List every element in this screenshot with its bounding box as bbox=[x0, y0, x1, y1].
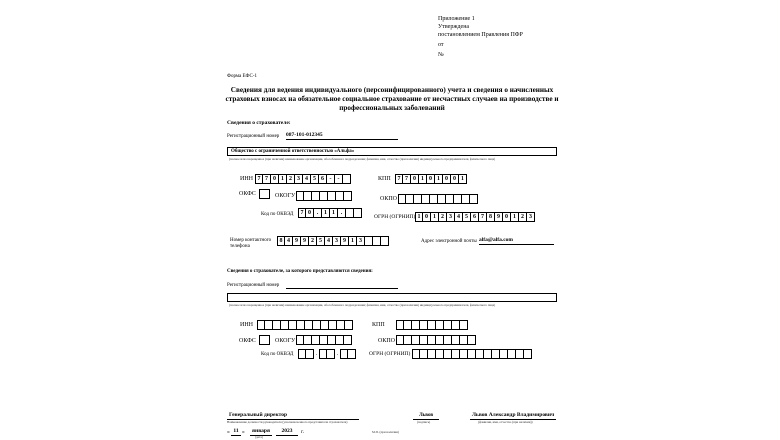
insurer-okogu-cell[interactable] bbox=[296, 191, 304, 201]
reported-okved-cell[interactable] bbox=[340, 349, 348, 359]
reported-ogrn-cell[interactable] bbox=[524, 349, 532, 359]
reported-okogu-cell[interactable] bbox=[328, 335, 336, 345]
reported-okved-label: Код по ОКВЭД bbox=[261, 352, 294, 357]
reported-inn-cell[interactable] bbox=[313, 320, 321, 330]
insurer-phone-cell[interactable]: 9 bbox=[301, 236, 309, 246]
insurer-kpp-cell[interactable]: 0 bbox=[443, 174, 451, 184]
reported-okpo-cell[interactable] bbox=[468, 335, 476, 345]
insurer-ogrn-cell[interactable]: 3 bbox=[447, 212, 455, 222]
insurer-ogrn-cell[interactable]: 0 bbox=[503, 212, 511, 222]
signature-field[interactable]: Львов bbox=[413, 412, 439, 420]
date-month[interactable]: января bbox=[250, 428, 272, 436]
reported-ogrn-cell[interactable] bbox=[468, 349, 476, 359]
reported-okved-cell[interactable] bbox=[319, 349, 327, 359]
insurer-phone-cell[interactable]: 5 bbox=[317, 236, 325, 246]
insurer-ogrn-cell[interactable]: 2 bbox=[439, 212, 447, 222]
insurer-inn-cell[interactable]: 1 bbox=[279, 174, 287, 184]
insurer-inn-cell[interactable]: 7 bbox=[255, 174, 263, 184]
reported-okpo-cell[interactable] bbox=[420, 335, 428, 345]
reported-ogrn-cells[interactable] bbox=[412, 349, 532, 359]
reported-okved-cell[interactable] bbox=[348, 349, 356, 359]
reported-okved-dot: . bbox=[336, 351, 339, 357]
insurer-okved-cell[interactable]: . bbox=[314, 208, 322, 218]
reported-name-field[interactable] bbox=[227, 293, 557, 302]
insurer-ogrn-cell[interactable]: 0 bbox=[423, 212, 431, 222]
reported-okfs-label: ОКФС bbox=[239, 338, 256, 344]
insurer-phone-cell[interactable]: 3 bbox=[357, 236, 365, 246]
signer-fullname-hint: (фамилия, имя, отчество (при наличии)) bbox=[478, 420, 533, 424]
reported-okved-dot: . bbox=[315, 351, 318, 357]
reported-okogu-cells[interactable] bbox=[296, 335, 352, 345]
insurer-phone-cell[interactable]: 8 bbox=[277, 236, 285, 246]
reported-okpo-cell[interactable] bbox=[396, 335, 404, 345]
reported-inn-cell[interactable] bbox=[321, 320, 329, 330]
form-name: Форма ЕФС-1 bbox=[227, 74, 257, 79]
reported-okfs-cell[interactable] bbox=[259, 335, 270, 345]
insurer-okpo-label: ОКПО bbox=[380, 196, 398, 202]
insurer-okogu-cell[interactable] bbox=[320, 191, 328, 201]
reported-ogrn-cell[interactable] bbox=[452, 349, 460, 359]
insurer-ogrn-cell[interactable]: 4 bbox=[455, 212, 463, 222]
insurer-okved-label: Код по ОКВЭД bbox=[261, 212, 294, 217]
reported-kpp-cell[interactable] bbox=[396, 320, 404, 330]
date-hint: (дата) bbox=[255, 435, 263, 439]
insurer-inn-cells[interactable] bbox=[255, 174, 351, 184]
reported-ogrn-cell[interactable] bbox=[444, 349, 452, 359]
reported-ogrn-cell[interactable] bbox=[476, 349, 484, 359]
insurer-email-label: Адрес электронной почты bbox=[421, 239, 477, 244]
insurer-reg-label: Регистрационный номер bbox=[227, 134, 280, 139]
reported-ogrn-cell[interactable] bbox=[412, 349, 420, 359]
insurer-kpp-cell[interactable]: 0 bbox=[451, 174, 459, 184]
reported-kpp-cell[interactable] bbox=[420, 320, 428, 330]
insurer-kpp-cell[interactable]: 1 bbox=[459, 174, 467, 184]
signer-position-hint: Наименование должности руководителя (уполномоченного представителя страхователя) bbox=[227, 420, 348, 424]
insurer-phone-cell[interactable]: 4 bbox=[285, 236, 293, 246]
insurer-okpo-cell[interactable] bbox=[470, 194, 478, 204]
insurer-okved-cell[interactable]: 1 bbox=[322, 208, 330, 218]
reported-kpp-cell[interactable] bbox=[452, 320, 460, 330]
reported-okogu-cell[interactable] bbox=[320, 335, 328, 345]
reported-kpp-cells[interactable] bbox=[396, 320, 468, 330]
insurer-inn-cell[interactable]: 6 bbox=[319, 174, 327, 184]
insurer-ogrn-cell[interactable]: 1 bbox=[415, 212, 423, 222]
reported-inn-cell[interactable] bbox=[345, 320, 353, 330]
reported-okpo-cell[interactable] bbox=[436, 335, 444, 345]
reported-inn-cell[interactable] bbox=[297, 320, 305, 330]
signer-position[interactable]: Генеральный директор bbox=[227, 412, 359, 420]
reported-okogu-label: ОКОГУ bbox=[275, 338, 296, 344]
insurer-phone-cell[interactable]: 9 bbox=[341, 236, 349, 246]
reported-inn-cells[interactable] bbox=[257, 320, 353, 330]
reported-inn-cell[interactable] bbox=[257, 320, 265, 330]
reported-okpo-cells[interactable] bbox=[396, 335, 476, 345]
insurer-ogrn-cell[interactable]: 1 bbox=[511, 212, 519, 222]
insurer-ogrn-cell[interactable]: 2 bbox=[519, 212, 527, 222]
insurer-inn-label: ИНН bbox=[240, 176, 253, 182]
insurer-kpp-cell[interactable]: 1 bbox=[435, 174, 443, 184]
reported-kpp-cell[interactable] bbox=[412, 320, 420, 330]
insurer-inn-cell[interactable]: 3 bbox=[295, 174, 303, 184]
insurer-ogrn-cell[interactable]: 1 bbox=[431, 212, 439, 222]
insurer-ogrn-cell[interactable]: 3 bbox=[527, 212, 535, 222]
stamp-hint: М.П. (при наличии) bbox=[372, 430, 399, 434]
reported-okpo-cell[interactable] bbox=[412, 335, 420, 345]
reported-ogrn-cell[interactable] bbox=[436, 349, 444, 359]
insurer-kpp-cell[interactable]: 7 bbox=[395, 174, 403, 184]
reported-ogrn-cell[interactable] bbox=[428, 349, 436, 359]
reported-okogu-cell[interactable] bbox=[344, 335, 352, 345]
date-day[interactable]: 11 bbox=[231, 428, 241, 436]
insurer-okved-cells[interactable] bbox=[298, 208, 362, 218]
reported-okpo-cell[interactable] bbox=[404, 335, 412, 345]
reported-okogu-cell[interactable] bbox=[336, 335, 344, 345]
date-quote-open: « bbox=[227, 429, 230, 435]
approved-label: Утверждена bbox=[438, 24, 470, 30]
insurer-inn-cell[interactable]: - bbox=[327, 174, 335, 184]
insurer-okved-cell[interactable] bbox=[354, 208, 362, 218]
insurer-phone-cell[interactable] bbox=[373, 236, 381, 246]
insurer-okpo-cell[interactable] bbox=[438, 194, 446, 204]
insurer-kpp-cell[interactable]: 7 bbox=[403, 174, 411, 184]
insurer-okved-cell[interactable]: 1 bbox=[330, 208, 338, 218]
reported-okved-cell[interactable] bbox=[327, 349, 335, 359]
insurer-reg-field[interactable]: 087-101-012345 bbox=[286, 132, 398, 140]
insurer-phone-cell[interactable]: 3 bbox=[333, 236, 341, 246]
reported-ogrn-label: ОГРН (ОГРНИП) bbox=[369, 351, 411, 357]
reported-inn-cell[interactable] bbox=[289, 320, 297, 330]
insurer-inn-cell[interactable]: 4 bbox=[303, 174, 311, 184]
insurer-ogrn-cell[interactable]: 6 bbox=[471, 212, 479, 222]
insurer-phone-cell[interactable]: 4 bbox=[325, 236, 333, 246]
insurer-phone-cell[interactable] bbox=[381, 236, 389, 246]
reported-kpp-label: КПП bbox=[372, 322, 385, 328]
insurer-okogu-cells[interactable] bbox=[296, 191, 352, 201]
insurer-okpo-cell[interactable] bbox=[454, 194, 462, 204]
insurer-phone-cell[interactable]: 2 bbox=[309, 236, 317, 246]
reported-inn-label: ИНН bbox=[240, 322, 253, 328]
reported-ogrn-cell[interactable] bbox=[508, 349, 516, 359]
insurer-okogu-cell[interactable] bbox=[328, 191, 336, 201]
reported-okpo-cell[interactable] bbox=[460, 335, 468, 345]
reported-okved-group[interactable] bbox=[298, 349, 356, 359]
insurer-okpo-cell[interactable] bbox=[422, 194, 430, 204]
reported-okpo-cell[interactable] bbox=[444, 335, 452, 345]
insurer-ogrn-cell[interactable]: 8 bbox=[487, 212, 495, 222]
insurer-phone-cells[interactable] bbox=[277, 236, 389, 246]
insurer-phone-label: Номер контактного телефона bbox=[230, 238, 272, 249]
insurer-kpp-label: КПП bbox=[378, 176, 391, 182]
insurer-okpo-cells[interactable] bbox=[398, 194, 478, 204]
insurer-ogrn-cell[interactable]: 5 bbox=[463, 212, 471, 222]
reported-reg-field[interactable] bbox=[286, 282, 398, 289]
reported-okpo-label: ОКПО bbox=[378, 338, 396, 344]
insurer-ogrn-cell[interactable]: 9 bbox=[495, 212, 503, 222]
insurer-okpo-cell[interactable] bbox=[406, 194, 414, 204]
insurer-name-hint: (полное или сокращенное (при наличии) наименование организации, обособленного подразделения; фамилия, имя, отчество (при наличии) индивидуального предпринимателя, физического лица) bbox=[229, 157, 496, 161]
insurer-inn-cell[interactable]: 5 bbox=[311, 174, 319, 184]
signature-hint: (подпись) bbox=[417, 420, 431, 424]
insurer-okogu-label: ОКОГУ bbox=[275, 193, 296, 199]
insurer-ogrn-label: ОГРН (ОГРНИП) bbox=[374, 214, 416, 220]
form-title: Сведения для ведения индивидуального (персонифицированного) учета и сведения о начисленных страховых взносах на обязательное социальное страхование от несчастных случаев на производстве и профессиональных заболеваний bbox=[225, 86, 559, 112]
insurer-okved-cell[interactable]: . bbox=[338, 208, 346, 218]
reported-reg-label: Регистрационный номер bbox=[227, 283, 280, 288]
insurer-okogu-cell[interactable] bbox=[304, 191, 312, 201]
insurer-ogrn-cell[interactable]: 7 bbox=[479, 212, 487, 222]
reported-okogu-cell[interactable] bbox=[312, 335, 320, 345]
from-label: от bbox=[438, 42, 444, 48]
reported-inn-cell[interactable] bbox=[281, 320, 289, 330]
insurer-okpo-cell[interactable] bbox=[430, 194, 438, 204]
insurer-inn-cell[interactable] bbox=[343, 174, 351, 184]
insurer-okogu-cell[interactable] bbox=[336, 191, 344, 201]
insurer-phone-cell[interactable]: 1 bbox=[349, 236, 357, 246]
insurer-inn-cell[interactable]: 2 bbox=[287, 174, 295, 184]
reported-ogrn-cell[interactable] bbox=[500, 349, 508, 359]
reported-kpp-cell[interactable] bbox=[428, 320, 436, 330]
reported-okpo-cell[interactable] bbox=[428, 335, 436, 345]
insurer-name-field[interactable]: Общество с ограниченной ответственностью «Альфа» bbox=[227, 147, 557, 156]
reported-ogrn-cell[interactable] bbox=[420, 349, 428, 359]
insurer-ogrn-cells[interactable] bbox=[415, 212, 535, 222]
insurer-phone-cell[interactable] bbox=[365, 236, 373, 246]
number-label: № bbox=[438, 52, 444, 58]
insurer-okved-cell[interactable] bbox=[346, 208, 354, 218]
insurer-kpp-cell[interactable]: 1 bbox=[419, 174, 427, 184]
insurer-okpo-cell[interactable] bbox=[446, 194, 454, 204]
insurer-email-field[interactable]: alfa@alfa.com bbox=[479, 237, 554, 245]
insurer-kpp-cell[interactable]: 0 bbox=[427, 174, 435, 184]
insurer-okpo-cell[interactable] bbox=[398, 194, 406, 204]
reported-ogrn-cell[interactable] bbox=[516, 349, 524, 359]
date-year-suffix: г. bbox=[301, 429, 305, 435]
reported-inn-cell[interactable] bbox=[337, 320, 345, 330]
insurer-section-label: Сведения о страхователе: bbox=[227, 120, 291, 126]
reported-okogu-cell[interactable] bbox=[296, 335, 304, 345]
insurer-inn-cell[interactable]: 0 bbox=[271, 174, 279, 184]
appendix-label: Приложение 1 bbox=[438, 16, 475, 22]
insurer-okfs-label: ОКФС bbox=[239, 191, 256, 197]
reported-okved-cell[interactable] bbox=[306, 349, 314, 359]
insurer-kpp-cells[interactable] bbox=[395, 174, 467, 184]
date-quote-close: » bbox=[242, 429, 245, 435]
reported-kpp-cell[interactable] bbox=[404, 320, 412, 330]
resolution-label: постановлением Правления ПФР bbox=[438, 32, 523, 38]
insurer-okogu-cell[interactable] bbox=[344, 191, 352, 201]
reported-kpp-cell[interactable] bbox=[460, 320, 468, 330]
reported-kpp-cell[interactable] bbox=[444, 320, 452, 330]
insurer-okpo-cell[interactable] bbox=[462, 194, 470, 204]
insurer-phone-cell[interactable]: 9 bbox=[293, 236, 301, 246]
insurer-inn-cell[interactable]: 7 bbox=[263, 174, 271, 184]
insurer-kpp-cell[interactable]: 0 bbox=[411, 174, 419, 184]
reported-inn-cell[interactable] bbox=[305, 320, 313, 330]
reported-ogrn-cell[interactable] bbox=[484, 349, 492, 359]
reported-kpp-cell[interactable] bbox=[436, 320, 444, 330]
reported-okogu-cell[interactable] bbox=[304, 335, 312, 345]
reported-ogrn-cell[interactable] bbox=[492, 349, 500, 359]
reported-inn-cell[interactable] bbox=[329, 320, 337, 330]
date-year[interactable]: 2023 bbox=[276, 428, 298, 436]
reported-ogrn-cell[interactable] bbox=[460, 349, 468, 359]
reported-name-hint: (полное или сокращенное (при наличии) наименование организации, обособленного подразделения; фамилия, имя, отчество (при наличии) индивидуального предпринимателя, физического лица) bbox=[229, 303, 496, 307]
insurer-okpo-cell[interactable] bbox=[414, 194, 422, 204]
reported-okved-cell[interactable] bbox=[298, 349, 306, 359]
signer-fullname[interactable]: Львов Александр Владимирович bbox=[471, 412, 555, 418]
insurer-okogu-cell[interactable] bbox=[312, 191, 320, 201]
insurer-inn-cell[interactable]: - bbox=[335, 174, 343, 184]
insurer-okved-cell[interactable]: 7 bbox=[298, 208, 306, 218]
reported-inn-cell[interactable] bbox=[273, 320, 281, 330]
reported-okpo-cell[interactable] bbox=[452, 335, 460, 345]
insurer-okfs-cell[interactable] bbox=[259, 189, 270, 199]
insurer-okved-cell[interactable]: 0 bbox=[306, 208, 314, 218]
reported-section-label: Сведения о страхователе, за которого представляются сведения: bbox=[227, 269, 373, 274]
reported-inn-cell[interactable] bbox=[265, 320, 273, 330]
